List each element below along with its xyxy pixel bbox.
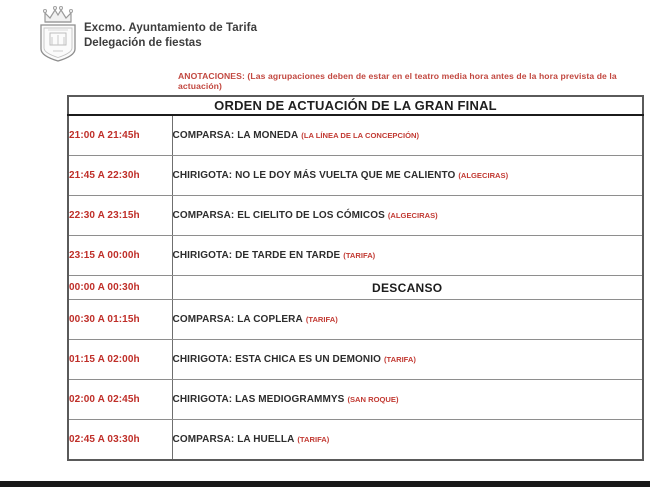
act-name: COMPARSA: LA HUELLA (172, 434, 295, 445)
act-name: CHIRIGOTA: NO LE DOY MÁS VUELTA QUE ME CALIENTO (172, 170, 456, 181)
act-cell (172, 380, 643, 420)
act-cell (172, 420, 643, 461)
time-cell: 21:45 A 22:30h (68, 156, 172, 196)
act-origin: (LA LÍNEA DE LA CONCEPCIÓN) (301, 131, 419, 140)
table-row (68, 276, 643, 300)
act-origin: (ALGECIRAS) (387, 211, 438, 220)
act-cell (172, 196, 643, 236)
act-name: COMPARSA: LA COPLERA (172, 314, 303, 325)
act-origin: (TARIFA) (343, 251, 376, 260)
act-name: DESCANSO (372, 280, 443, 295)
time-cell: 23:15 A 00:00h (68, 236, 172, 276)
time-cell: 22:30 A 23:15h (68, 196, 172, 236)
act-cell (172, 276, 643, 300)
act-name: CHIRIGOTA: DE TARDE EN TARDE (172, 250, 341, 261)
schedule-table (67, 95, 644, 461)
act-cell (172, 236, 643, 276)
table-row (68, 236, 643, 276)
act-name: CHIRIGOTA: ESTA CHICA ES UN DEMONIO (172, 354, 381, 365)
org-name: Excmo. Ayuntamiento de Tarifa (84, 22, 258, 34)
annotation-note: ANOTACIONES: (Las agrupaciones deben de estar en el teatro media hora antes de la hora prevista de la actuación) (178, 71, 617, 91)
table-row (68, 380, 643, 420)
tarifa-coat-of-arms-logo (36, 3, 80, 65)
act-origin: (SAN ROQUE) (347, 395, 399, 404)
table-row (68, 196, 643, 236)
table-row (68, 115, 643, 156)
act-origin: (TARIFA) (305, 315, 338, 324)
bottom-letterbox-bar (0, 481, 650, 487)
table-row (68, 420, 643, 461)
act-cell (172, 156, 643, 196)
time-cell: 01:15 A 02:00h (68, 340, 172, 380)
act-cell (172, 115, 643, 156)
act-name: COMPARSA: EL CIELITO DE LOS CÓMICOS (172, 210, 385, 221)
table-title-row (68, 96, 643, 115)
act-name: CHIRIGOTA: LAS MEDIOGRAMMYS (172, 394, 345, 405)
time-cell: 00:30 A 01:15h (68, 300, 172, 340)
act-cell (172, 340, 643, 380)
table-row (68, 300, 643, 340)
schedule-body (68, 96, 643, 460)
time-cell: 02:00 A 02:45h (68, 380, 172, 420)
table-title: ORDEN DE ACTUACIÓN DE LA GRAN FINAL (68, 96, 643, 115)
time-cell: 21:00 A 21:45h (68, 115, 172, 156)
act-origin: (TARIFA) (297, 435, 330, 444)
act-cell (172, 300, 643, 340)
org-header (84, 22, 257, 49)
org-department: Delegación de fiestas (84, 37, 202, 49)
table-row (68, 340, 643, 380)
act-origin: (TARIFA) (384, 355, 416, 364)
time-cell: 02:45 A 03:30h (68, 420, 172, 461)
time-cell: 00:00 A 00:30h (68, 276, 172, 300)
act-name: COMPARSA: LA MONEDA (172, 130, 299, 141)
act-origin: (ALGECIRAS) (458, 171, 509, 180)
table-row (68, 156, 643, 196)
